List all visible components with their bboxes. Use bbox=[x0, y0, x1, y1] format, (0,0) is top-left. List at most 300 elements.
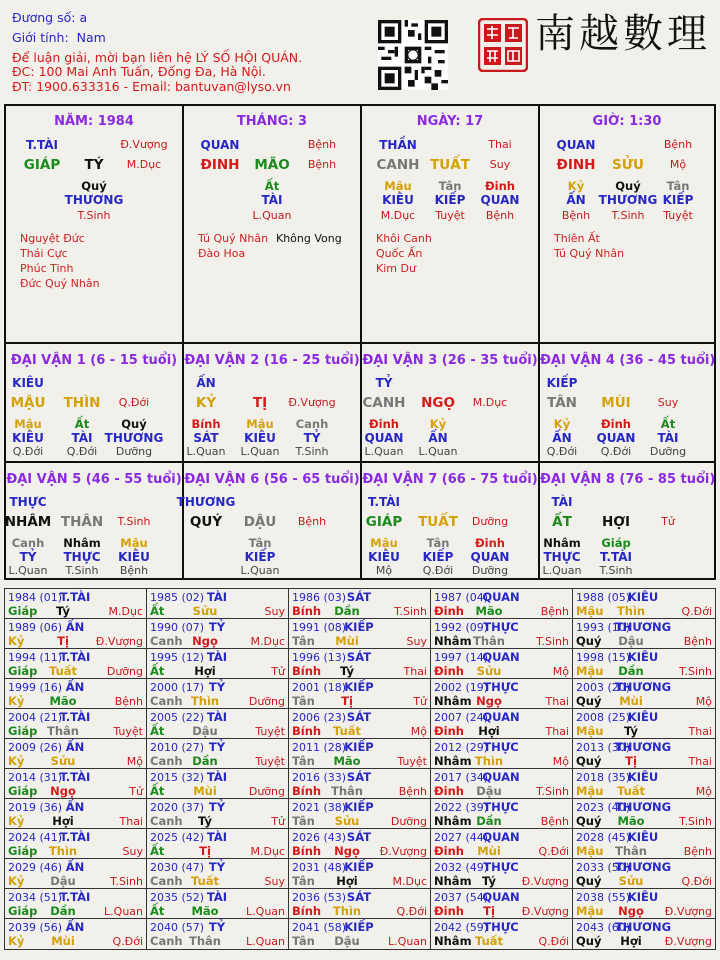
year-branch: Sửu bbox=[50, 754, 76, 768]
year-god: TỶ bbox=[208, 680, 226, 694]
hidden-stem-god: KIÊU bbox=[118, 550, 150, 564]
year-branch: Thân bbox=[615, 844, 647, 858]
year-label: 1996 (13) bbox=[292, 651, 347, 664]
year-cell[interactable] bbox=[147, 619, 289, 649]
year-branch: Tý bbox=[624, 724, 638, 738]
dai-van-god: THƯƠNG bbox=[176, 495, 236, 509]
year-cell[interactable] bbox=[573, 889, 715, 919]
hidden-stem: Mậu bbox=[120, 536, 148, 550]
year-cell[interactable] bbox=[289, 889, 431, 919]
year-god: TÀI bbox=[206, 830, 228, 844]
special-star: Thái Cực bbox=[20, 247, 68, 260]
year-cell[interactable] bbox=[289, 919, 431, 949]
year-stem: Đinh bbox=[434, 904, 464, 918]
year-god: KIẾP bbox=[344, 740, 374, 754]
year-state: Thai bbox=[119, 815, 143, 828]
year-cell[interactable] bbox=[289, 619, 431, 649]
year-god: TỶ bbox=[208, 800, 226, 814]
hidden-stem-state: Tuyệt bbox=[663, 209, 693, 222]
hidden-stem-god: KIẾP bbox=[244, 550, 276, 564]
year-branch: Mão bbox=[191, 904, 219, 918]
year-cell[interactable] bbox=[5, 859, 147, 889]
year-cell[interactable] bbox=[573, 649, 715, 679]
heavenly-stem: GIÁP bbox=[23, 157, 61, 173]
year-label: 2039 (56) bbox=[8, 921, 63, 934]
year-stem: Canh bbox=[150, 754, 183, 768]
year-stem: Tân bbox=[292, 754, 315, 768]
year-god: TỶ bbox=[208, 620, 226, 634]
year-label: 1986 (03) bbox=[292, 591, 347, 604]
year-stem: Canh bbox=[150, 634, 183, 648]
year-state: Q.Đới bbox=[681, 605, 712, 618]
year-label: 1995 (12) bbox=[150, 651, 205, 664]
dai-van-god: KIÊU bbox=[12, 376, 44, 390]
year-state: Suy bbox=[264, 605, 285, 618]
year-cell[interactable] bbox=[289, 649, 431, 679]
four-pillars-grid bbox=[4, 104, 716, 580]
year-state: Bệnh bbox=[398, 785, 427, 798]
year-cell[interactable] bbox=[573, 799, 715, 829]
year-branch: Tuất bbox=[616, 784, 646, 798]
year-state: Tuyệt bbox=[255, 755, 285, 768]
hidden-stem-god: ẤN bbox=[552, 431, 572, 445]
year-cell[interactable] bbox=[431, 589, 573, 619]
year-label: 2025 (42) bbox=[150, 831, 205, 844]
year-cell[interactable] bbox=[431, 829, 573, 859]
dai-van-title: ĐẠI VẬN 6 (56 - 65 tuổi) bbox=[184, 472, 360, 487]
hidden-stem: Nhâm bbox=[63, 536, 101, 550]
year-stem: Mậu bbox=[576, 604, 604, 618]
hidden-stem: Canh bbox=[11, 536, 45, 550]
dai-van-title: ĐẠI VẬN 5 (46 - 55 tuổi) bbox=[6, 472, 182, 487]
year-cell[interactable] bbox=[289, 799, 431, 829]
hidden-stem-state: L.Quan bbox=[186, 445, 226, 458]
year-god: SÁT bbox=[346, 710, 372, 724]
year-god: ẤN bbox=[65, 680, 85, 694]
year-stem: Quý bbox=[576, 694, 602, 708]
dai-van-cell bbox=[184, 344, 362, 463]
year-cell[interactable] bbox=[573, 829, 715, 859]
year-god: KIẾP bbox=[344, 800, 374, 814]
year-branch: Dần bbox=[192, 754, 218, 768]
year-branch: Mão bbox=[475, 604, 503, 618]
hidden-stem-state: Mộ bbox=[375, 564, 393, 577]
year-cell[interactable] bbox=[573, 589, 715, 619]
qr-code-icon[interactable] bbox=[378, 20, 448, 90]
hidden-stem-state: Q.Đới bbox=[12, 445, 44, 458]
year-label: 2009 (26) bbox=[8, 741, 63, 754]
branch-state-label: Suy bbox=[489, 158, 511, 171]
year-label: 2021 (38) bbox=[292, 801, 347, 814]
year-cell[interactable] bbox=[431, 799, 573, 829]
hidden-stem: Kỷ bbox=[553, 417, 571, 431]
year-cell[interactable] bbox=[573, 709, 715, 739]
year-state: Tử bbox=[271, 665, 285, 678]
year-cell[interactable] bbox=[289, 679, 431, 709]
hidden-stem-god: QUAN bbox=[364, 431, 404, 445]
year-cell[interactable] bbox=[289, 709, 431, 739]
pillar-cell bbox=[362, 106, 540, 344]
year-branch: Dần bbox=[618, 664, 644, 678]
year-cell[interactable] bbox=[147, 799, 289, 829]
year-cell[interactable] bbox=[289, 859, 431, 889]
earthly-branch: MÙI bbox=[601, 395, 631, 411]
year-label: 2032 (49) bbox=[434, 861, 489, 874]
branch-state-label: Q.Đới bbox=[118, 396, 150, 409]
year-state: T.Sinh bbox=[679, 815, 712, 828]
year-state: Tuyệt bbox=[255, 725, 285, 738]
year-god: KIẾP bbox=[344, 680, 374, 694]
year-cell[interactable] bbox=[5, 889, 147, 919]
year-branch: Tuất bbox=[48, 664, 78, 678]
year-god: KIẾP bbox=[344, 920, 374, 934]
year-cell[interactable] bbox=[147, 859, 289, 889]
year-label: 1987 (04) bbox=[434, 591, 489, 604]
pillar-cell bbox=[184, 106, 362, 344]
year-state: Thai bbox=[545, 695, 569, 708]
year-cell[interactable] bbox=[5, 619, 147, 649]
heavenly-stem: CANH bbox=[376, 157, 420, 173]
year-god: KIÊU bbox=[627, 590, 659, 604]
year-label: 2018 (35) bbox=[576, 771, 631, 784]
year-cell[interactable] bbox=[5, 709, 147, 739]
year-cell[interactable] bbox=[5, 679, 147, 709]
year-label: 1997 (14) bbox=[434, 651, 489, 664]
year-stem: Canh bbox=[150, 934, 183, 948]
hidden-stem-god: QUAN bbox=[480, 193, 520, 207]
year-god: THƯƠNG bbox=[614, 920, 672, 934]
year-label: 2031 (48) bbox=[292, 861, 347, 874]
year-god: THỰC bbox=[483, 620, 519, 634]
year-stem: Tân bbox=[292, 814, 315, 828]
year-god: T.TÀI bbox=[59, 890, 91, 904]
heavenly-stem: ẤT bbox=[552, 514, 572, 530]
year-branch: Mão bbox=[617, 814, 645, 828]
hidden-stem-state: Q.Đới bbox=[66, 445, 98, 458]
year-cell[interactable] bbox=[573, 919, 715, 949]
year-state: Thai bbox=[688, 755, 712, 768]
hidden-stem-god: THƯƠNG bbox=[64, 193, 124, 207]
year-label: 2012 (29) bbox=[434, 741, 489, 754]
year-cell[interactable] bbox=[431, 709, 573, 739]
year-branch: Hợi bbox=[52, 814, 74, 828]
year-cell[interactable] bbox=[289, 739, 431, 769]
year-state: Dưỡng bbox=[390, 815, 427, 828]
dai-van-title: ĐẠI VẬN 2 (16 - 25 tuổi) bbox=[184, 353, 360, 368]
can-state-label: Đ.Vượng bbox=[120, 138, 168, 151]
year-stem: Kỷ bbox=[8, 814, 25, 828]
heavenly-stem: GIÁP bbox=[365, 514, 403, 530]
year-cell[interactable] bbox=[5, 919, 147, 949]
year-state: Q.Đới bbox=[538, 845, 569, 858]
year-state: Bệnh bbox=[540, 605, 569, 618]
year-cell[interactable] bbox=[5, 799, 147, 829]
year-cell[interactable] bbox=[431, 769, 573, 799]
year-branch: Thân bbox=[47, 724, 79, 738]
year-cell[interactable] bbox=[573, 859, 715, 889]
year-god: KIÊU bbox=[627, 650, 659, 664]
year-label: 2024 (41) bbox=[8, 831, 63, 844]
year-branch: Dậu bbox=[192, 724, 218, 738]
year-god: TÀI bbox=[206, 770, 228, 784]
year-cell[interactable] bbox=[431, 889, 573, 919]
branch-state-label: Tử bbox=[661, 515, 675, 528]
year-stem: Quý bbox=[576, 754, 602, 768]
year-stem: Nhâm bbox=[434, 874, 472, 888]
year-cell[interactable] bbox=[147, 889, 289, 919]
year-god: THỰC bbox=[483, 800, 519, 814]
earthly-branch: TUẤT bbox=[418, 514, 458, 530]
hidden-stem-state: Dưỡng bbox=[471, 564, 509, 577]
year-state: Đ.Vượng bbox=[664, 905, 712, 918]
year-label: 2011 (28) bbox=[292, 741, 347, 754]
year-god: KIÊU bbox=[627, 830, 659, 844]
hidden-stem: Tân bbox=[426, 536, 450, 550]
pillar-title: NĂM: 1984 bbox=[54, 114, 134, 129]
hidden-stem-god: KIÊU bbox=[12, 431, 44, 445]
year-branch: Thìn bbox=[190, 694, 220, 708]
year-state: Bệnh bbox=[683, 845, 712, 858]
chart-header bbox=[0, 0, 720, 100]
year-god: THƯƠNG bbox=[614, 620, 672, 634]
hidden-stem-state: L.Quan bbox=[364, 445, 404, 458]
year-cell[interactable] bbox=[431, 919, 573, 949]
dai-van-title: ĐẠI VẬN 1 (6 - 15 tuổi) bbox=[10, 353, 178, 368]
year-label: 1994 (11) bbox=[8, 651, 63, 664]
year-cell[interactable] bbox=[431, 649, 573, 679]
year-state: Q.Đới bbox=[112, 935, 143, 948]
year-state: Mộ bbox=[695, 785, 712, 798]
year-cell[interactable] bbox=[147, 919, 289, 949]
year-state: M.Dục bbox=[250, 635, 285, 648]
year-cell[interactable] bbox=[147, 829, 289, 859]
year-cell[interactable] bbox=[147, 589, 289, 619]
year-label: 2004 (21) bbox=[8, 711, 63, 724]
year-label: 2002 (19) bbox=[434, 681, 489, 694]
year-stem: Bính bbox=[292, 664, 322, 678]
year-stem: Ất bbox=[150, 784, 165, 798]
year-stem: Đinh bbox=[434, 784, 464, 798]
year-god: T.TÀI bbox=[59, 830, 91, 844]
hidden-stem-god: KIẾP bbox=[422, 550, 454, 564]
year-branch: Dần bbox=[50, 904, 76, 918]
year-cell[interactable] bbox=[431, 739, 573, 769]
hidden-stem-god: ẤN bbox=[566, 193, 586, 207]
year-stem: Giáp bbox=[8, 904, 38, 918]
year-branch: Tý bbox=[340, 664, 354, 678]
year-state: Đ.Vượng bbox=[521, 875, 569, 888]
year-branch: Thìn bbox=[616, 604, 646, 618]
hidden-stem-god: TỶ bbox=[19, 550, 37, 564]
year-god: SÁT bbox=[346, 830, 372, 844]
year-stem: Đinh bbox=[434, 604, 464, 618]
year-cell[interactable] bbox=[431, 619, 573, 649]
year-label: 2026 (43) bbox=[292, 831, 347, 844]
year-cell[interactable] bbox=[147, 679, 289, 709]
hidden-stem: Kỷ bbox=[429, 417, 447, 431]
year-cell[interactable] bbox=[573, 679, 715, 709]
dai-van-cell bbox=[6, 463, 184, 580]
year-state: Đ.Vượng bbox=[664, 935, 712, 948]
year-label: 2016 (33) bbox=[292, 771, 347, 784]
year-branch: Dậu bbox=[476, 784, 502, 798]
year-label: 1989 (06) bbox=[8, 621, 63, 634]
year-stem: Giáp bbox=[8, 784, 38, 798]
year-god: TỶ bbox=[208, 920, 226, 934]
year-stem: Kỷ bbox=[8, 694, 25, 708]
earthly-branch: THÌN bbox=[63, 395, 101, 411]
dai-van-cell bbox=[362, 344, 540, 463]
year-cell[interactable] bbox=[431, 859, 573, 889]
dai-van-cell bbox=[540, 344, 714, 463]
dai-van-cell bbox=[362, 463, 540, 580]
year-branch: Mùi bbox=[51, 934, 75, 948]
year-cell[interactable] bbox=[5, 829, 147, 859]
year-branch: Tuất bbox=[190, 874, 220, 888]
year-branch: Dậu bbox=[334, 934, 360, 948]
year-god: ẤN bbox=[65, 860, 85, 874]
year-label: 2008 (25) bbox=[576, 711, 631, 724]
year-state: Tử bbox=[129, 785, 143, 798]
year-cell[interactable] bbox=[5, 769, 147, 799]
address-line: ĐC: 100 Mai Anh Tuấn, Đống Đa, Hà Nội. bbox=[12, 64, 266, 79]
year-label: 2023 (40) bbox=[576, 801, 631, 814]
year-cell[interactable] bbox=[573, 739, 715, 769]
dai-van-god: T.TÀI bbox=[368, 495, 400, 509]
hidden-stem-god: TỶ bbox=[303, 431, 321, 445]
earthly-branch: TUẤT bbox=[430, 157, 470, 173]
year-label: 2036 (53) bbox=[292, 891, 347, 904]
year-cell[interactable] bbox=[289, 589, 431, 619]
year-branch: Tị bbox=[483, 904, 495, 918]
dai-van-cell bbox=[176, 463, 362, 580]
year-god: TÀI bbox=[206, 710, 228, 724]
year-cell[interactable] bbox=[147, 649, 289, 679]
year-branch: Ngọ bbox=[192, 634, 218, 648]
dai-van-title: ĐẠI VẬN 3 (26 - 35 tuổi) bbox=[362, 353, 538, 368]
branch-state-label: Mộ bbox=[669, 158, 687, 171]
year-cell[interactable] bbox=[5, 589, 147, 619]
hidden-stem: Quý bbox=[121, 417, 147, 431]
year-god: KIẾP bbox=[344, 860, 374, 874]
year-state: Tử bbox=[271, 815, 285, 828]
hidden-stem-god: THỰC bbox=[63, 550, 101, 564]
pillar-title: NGÀY: 17 bbox=[416, 114, 484, 129]
year-branch: Dần bbox=[334, 604, 360, 618]
pillar-title: GIỜ: 1:30 bbox=[592, 114, 662, 129]
dai-van-title: ĐẠI VẬN 7 (66 - 75 tuổi) bbox=[362, 472, 538, 487]
year-god: QUAN bbox=[482, 890, 520, 904]
heavenly-stem: NHÂM bbox=[4, 514, 52, 530]
hidden-stem: Mậu bbox=[384, 179, 412, 193]
year-state: Q.Đới bbox=[538, 935, 569, 948]
year-cell[interactable] bbox=[573, 769, 715, 799]
year-branch: Tị bbox=[341, 694, 353, 708]
year-stem: Canh bbox=[150, 814, 183, 828]
hidden-stem-state: Bệnh bbox=[119, 564, 149, 577]
dai-van-god: ẤN bbox=[196, 376, 216, 390]
year-stem: Ất bbox=[150, 664, 165, 678]
year-stem: Nhâm bbox=[434, 754, 472, 768]
year-cell[interactable] bbox=[431, 679, 573, 709]
hidden-stem-god: T.TÀI bbox=[600, 550, 632, 564]
hidden-stem-god: TÀI bbox=[261, 193, 283, 207]
year-cell[interactable] bbox=[289, 829, 431, 859]
year-god: T.TÀI bbox=[59, 590, 91, 604]
hidden-stem-god: KIẾP bbox=[662, 193, 694, 207]
hidden-stem: Tân bbox=[666, 179, 690, 193]
year-stem: Kỷ bbox=[8, 754, 25, 768]
earthly-branch: HỢI bbox=[601, 514, 631, 530]
year-god: SÁT bbox=[346, 590, 372, 604]
year-state: Thai bbox=[403, 665, 427, 678]
year-cell[interactable] bbox=[289, 769, 431, 799]
year-state: Tuyệt bbox=[113, 725, 143, 738]
year-branch: Tị bbox=[625, 754, 637, 768]
earthly-branch: TÝ bbox=[84, 157, 104, 173]
dai-van-cell bbox=[6, 344, 184, 463]
year-god: QUAN bbox=[482, 830, 520, 844]
hidden-stem-state: Bệnh bbox=[561, 209, 591, 222]
year-god: THỰC bbox=[483, 740, 519, 754]
year-branch: Mùi bbox=[619, 694, 643, 708]
special-star: Đức Quý Nhân bbox=[20, 277, 100, 290]
year-god: QUAN bbox=[482, 710, 520, 724]
earthly-branch: SỬU bbox=[612, 157, 644, 173]
year-label: 1985 (02) bbox=[150, 591, 205, 604]
year-cell[interactable] bbox=[147, 769, 289, 799]
hidden-stem: Canh bbox=[295, 417, 329, 431]
earthly-branch: MÃO bbox=[254, 157, 290, 173]
hidden-stem: Bính bbox=[191, 417, 221, 431]
branch-state-label: M.Dục bbox=[472, 396, 508, 409]
year-label: 2006 (23) bbox=[292, 711, 347, 724]
year-label: 2003 (20) bbox=[576, 681, 631, 694]
special-star: Kim Dư bbox=[376, 262, 416, 275]
owner-line: Đương số: a bbox=[12, 10, 88, 25]
year-cell[interactable] bbox=[5, 739, 147, 769]
year-state: Dưỡng bbox=[248, 695, 285, 708]
year-label: 1999 (16) bbox=[8, 681, 63, 694]
year-label: 2033 (50) bbox=[576, 861, 631, 874]
year-stem: Tân bbox=[292, 634, 315, 648]
year-label: 2015 (32) bbox=[150, 771, 205, 784]
year-label: 2020 (37) bbox=[150, 801, 205, 814]
year-cell[interactable] bbox=[147, 709, 289, 739]
special-star: Phúc Tinh bbox=[20, 262, 74, 275]
year-label: 1990 (07) bbox=[150, 621, 205, 634]
year-label: 2010 (27) bbox=[150, 741, 205, 754]
branch-state-label: Đ.Vượng bbox=[288, 396, 336, 409]
contact-line: Để luận giải, mời bạn liên hệ LÝ SỐ HỘI QUÁN. bbox=[12, 50, 303, 65]
year-stem: Mậu bbox=[576, 724, 604, 738]
heavenly-stem: MẬU bbox=[10, 395, 46, 411]
year-label: 1984 (01) bbox=[8, 591, 63, 604]
year-stem: Ất bbox=[150, 844, 165, 858]
year-cell[interactable] bbox=[573, 619, 715, 649]
year-stem: Bính bbox=[292, 844, 322, 858]
year-cell[interactable] bbox=[147, 739, 289, 769]
can-state-label: Bệnh bbox=[663, 138, 693, 151]
year-stem: Giáp bbox=[8, 724, 38, 738]
hidden-stem: Tân bbox=[438, 179, 462, 193]
hidden-stem-state: T.Sinh bbox=[295, 445, 329, 458]
earthly-branch: THÂN bbox=[60, 514, 104, 530]
year-branch: Mùi bbox=[335, 634, 359, 648]
heavenly-stem: ĐINH bbox=[200, 157, 240, 173]
can-god-label: THẦN bbox=[379, 138, 417, 152]
year-cell[interactable] bbox=[5, 649, 147, 679]
